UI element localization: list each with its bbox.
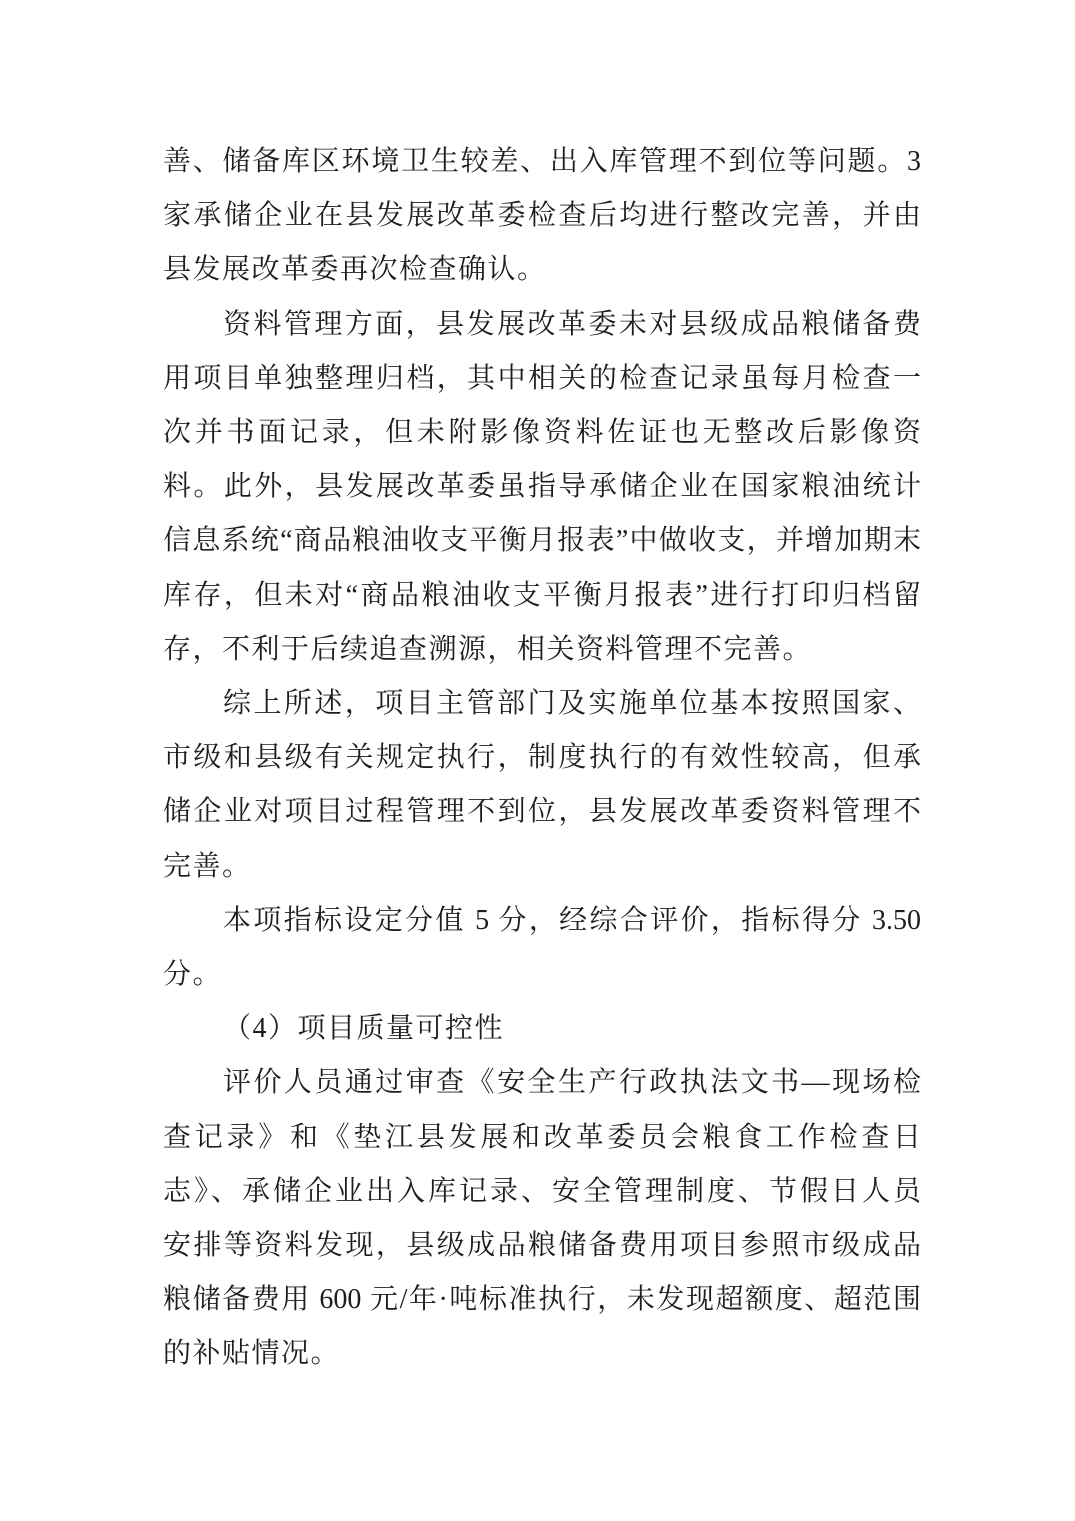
paragraph [163, 677, 921, 894]
text-line: （4）项目质量可控性 [223, 1013, 505, 1045]
text-line: 储企业对项目过程管理不到位，县发展改革委资料管理不 [163, 796, 921, 828]
text-line: 安排等资料发现，县级成品粮储备费用项目参照市级成品 [163, 1230, 921, 1262]
text-line: 库存，但未对“商品粮油收支平衡月报表”进行打印归档留 [163, 579, 921, 611]
text-line: 县发展改革委再次检查确认。 [163, 254, 547, 286]
paragraph [163, 135, 921, 298]
text-line: 资料管理方面，县发展改革委未对县级成品粮储备费 [223, 308, 921, 340]
text-line: 次并书面记录，但未附影像资料佐证也无整改后影像资 [163, 417, 921, 449]
paragraph [163, 298, 921, 677]
text-line: 善、储备库区环境卫生较差、出入库管理不到位等问题。3 [163, 146, 921, 177]
document-text [163, 135, 921, 1382]
text-line: 综上所述，项目主管部门及实施单位基本按照国家、 [223, 688, 921, 720]
text-line: 评价人员通过审查《安全生产行政执法文书—现场检 [223, 1067, 921, 1099]
paragraph [163, 1002, 921, 1056]
text-line: 志》、承储企业出入库记录、安全管理制度、节假日人员 [163, 1175, 921, 1207]
text-line: 完善。 [163, 850, 252, 882]
text-line: 用项目单独整理归档，其中相关的检查记录虽每月检查一 [163, 362, 921, 394]
text-line: 家承储企业在县发展改革委检查后均进行整改完善，并由 [163, 200, 921, 232]
text-line: 粮储备费用 600 元/年·吨标准执行，未发现超额度、超范围 [163, 1284, 921, 1316]
text-line: 的补贴情况。 [163, 1338, 341, 1370]
text-line: 市级和县级有关规定执行，制度执行的有效性较高，但承 [163, 742, 921, 774]
text-line: 信息系统“商品粮油收支平衡月报表”中做收支，并增加期末 [163, 525, 921, 557]
text-line: 分。 [163, 959, 223, 991]
text-line: 存，不利于后续追查溯源，相关资料管理不完善。 [163, 633, 813, 665]
text-line: 本项指标设定分值 5 分，经综合评价，指标得分 3.50 [223, 904, 921, 936]
text-line: 料。此外，县发展改革委虽指导承储企业在国家粮油统计 [163, 471, 921, 503]
paragraph [163, 1056, 921, 1381]
text-line: 查记录》和《垫江县发展和改革委员会粮食工作检查日 [163, 1121, 921, 1153]
paragraph [163, 894, 921, 1002]
